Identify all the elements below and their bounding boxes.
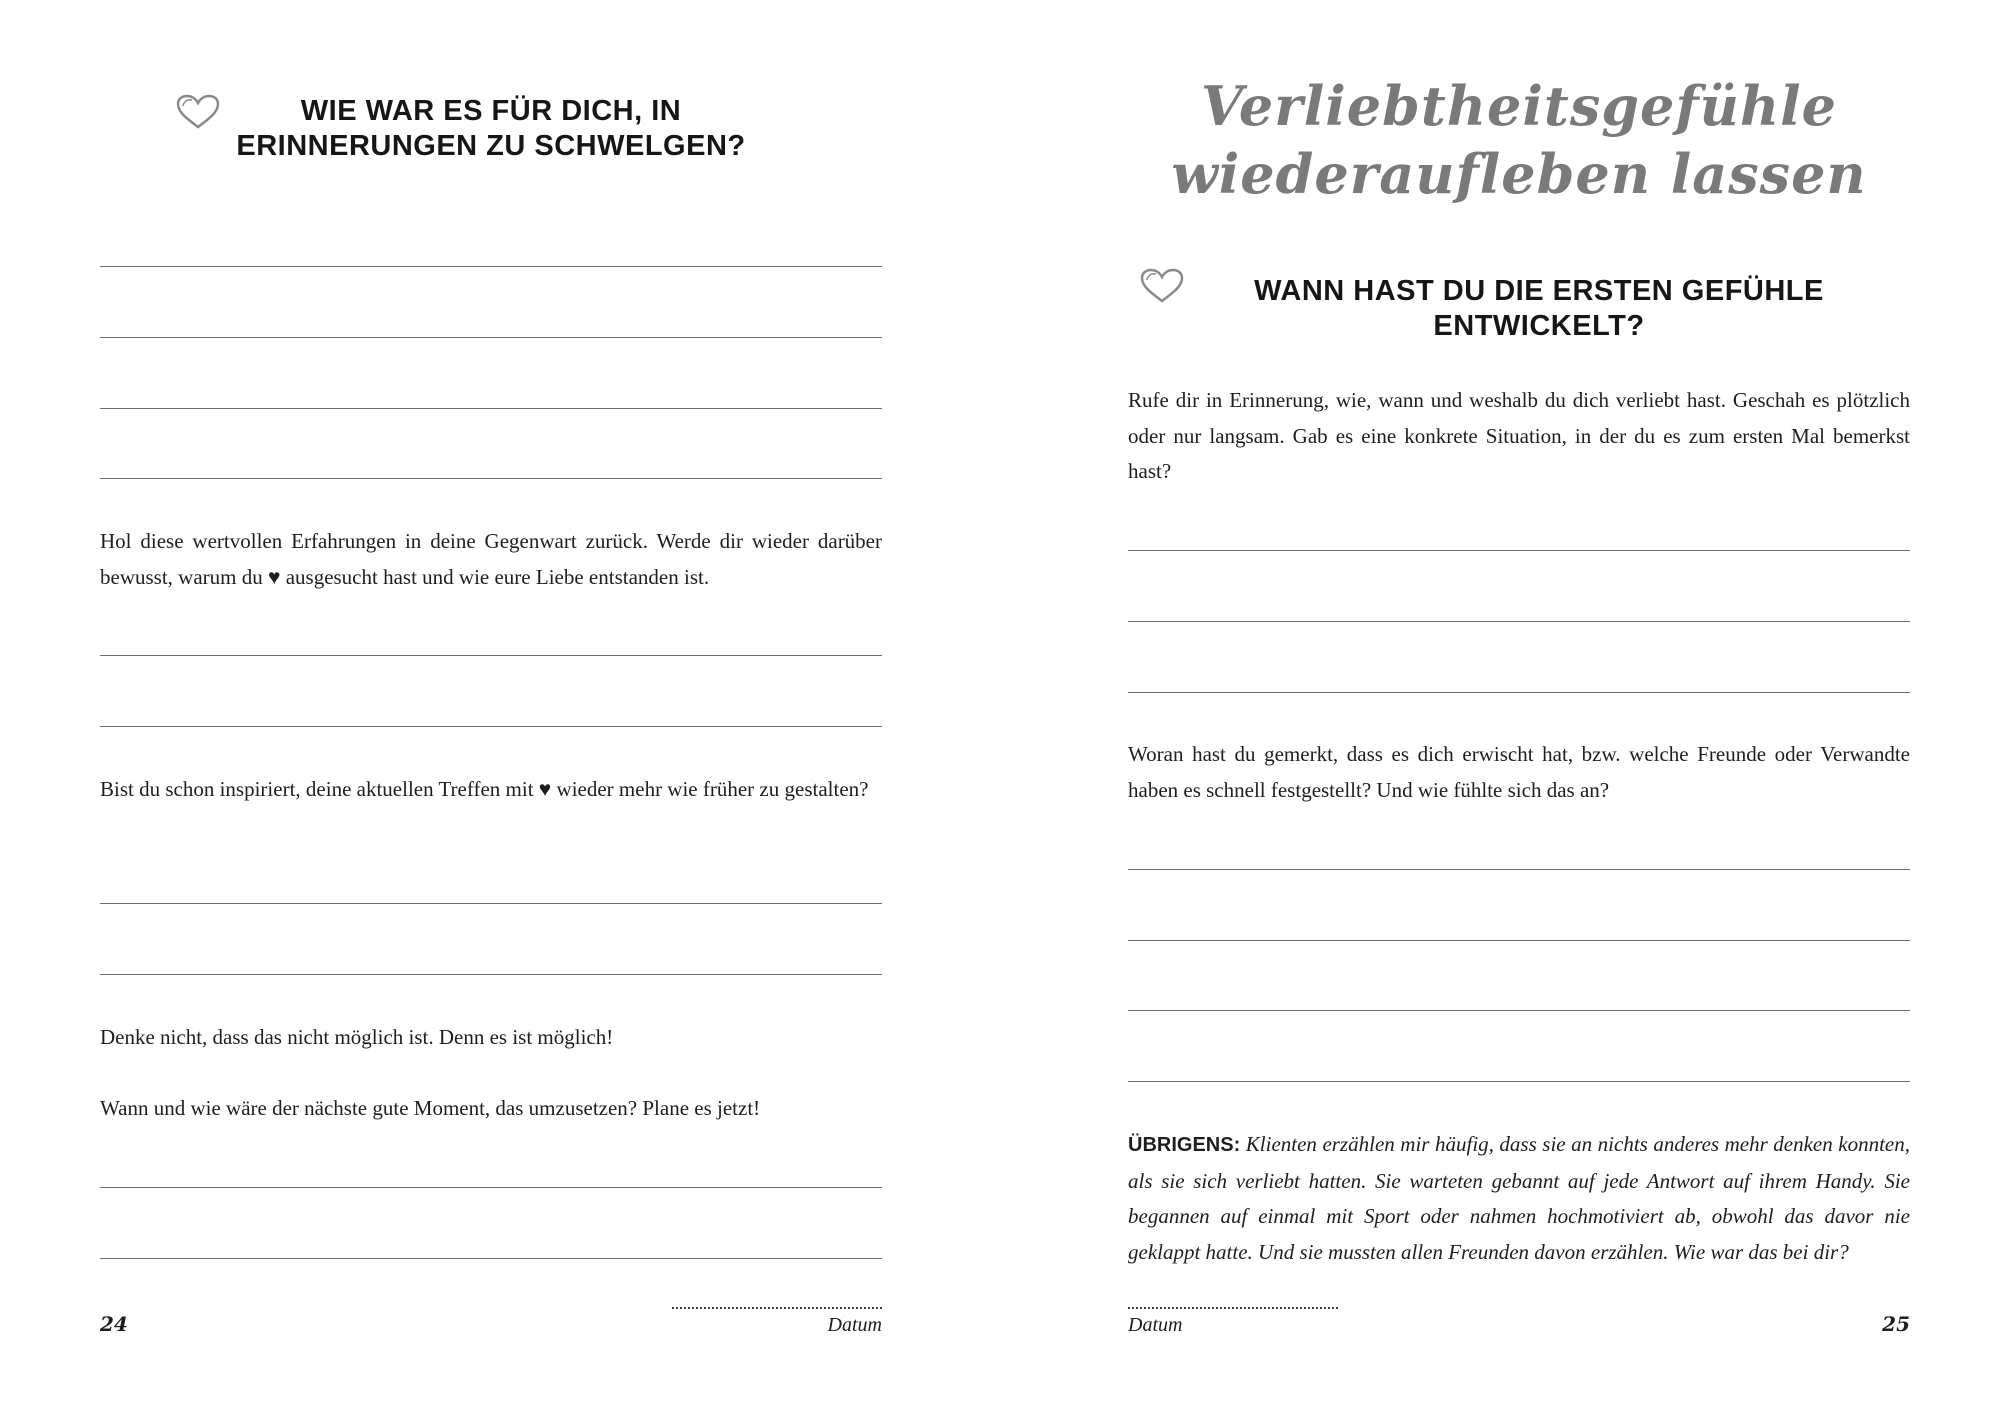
note-label: ÜBRIGENS: xyxy=(1128,1134,1241,1156)
writing-line[interactable] xyxy=(100,1187,882,1188)
writing-line[interactable] xyxy=(100,655,882,656)
date-field[interactable] xyxy=(1128,1307,1338,1309)
writing-line[interactable] xyxy=(100,1258,882,1259)
writing-line[interactable] xyxy=(1128,550,1910,551)
writing-line[interactable] xyxy=(100,974,882,975)
script-title xyxy=(1128,72,1910,208)
date-field[interactable] xyxy=(672,1307,882,1309)
writing-line[interactable] xyxy=(100,408,882,409)
heart-outline-icon xyxy=(174,94,222,130)
writing-line[interactable] xyxy=(1128,621,1910,622)
page-number: 25 xyxy=(1882,1312,1910,1336)
right-paragraph-1: Rufe dir in Erinnerung, wie, wann und weshalb du dich verliebt hast. Geschah es plötzlich oder nur langsam. Gab es eine konkrete Situation, in der du es zum ersten Mal bemerkst hast? xyxy=(1128,388,1910,483)
writing-line[interactable] xyxy=(100,903,882,904)
left-paragraph-1: Hol diese wertvollen Erfahrungen in deine Gegenwart zurück. Werde dir wieder darüber bewusst, warum du ♥ ausgesucht hast und wie eure Liebe entstanden ist. xyxy=(100,529,882,589)
left-paragraph-3: Denke nicht, dass das nicht möglich ist. Denn es ist möglich! xyxy=(100,1025,614,1049)
writing-line[interactable] xyxy=(1128,869,1910,870)
script-title-line-1: Verliebtheitsgefühle xyxy=(1200,74,1838,138)
date-label: Datum xyxy=(1128,1314,1183,1336)
left-page xyxy=(100,0,882,1411)
right-page xyxy=(1128,0,1910,1411)
writing-line[interactable] xyxy=(100,266,882,267)
script-title-line-2: wiederaufleben lassen xyxy=(1171,142,1867,206)
note-text: Klienten erzählen mir häufig, dass sie an nichts anderes mehr denken konnten, als sie sich verliebt hatten. Sie warteten gebannt auf jede Antwort auf ihrem Handy. Sie begannen auf einmal mit Sport oder nahmen hochmotiviert ab, obwohl das davor nie geklappt hatte. Und sie mussten allen Freunden davon erzählen. Wie war das bei dir? xyxy=(1128,1132,1911,1264)
left-heading-text: WIE WAR ES FÜR DICH, IN ERINNERUNGEN ZU SCHWELGEN? xyxy=(236,95,746,162)
writing-line[interactable] xyxy=(100,337,882,338)
writing-line[interactable] xyxy=(100,478,882,479)
page-number: 24 xyxy=(100,1312,128,1336)
writing-line[interactable] xyxy=(1128,940,1910,941)
note-box xyxy=(1128,1127,1910,1270)
date-label: Datum xyxy=(827,1314,882,1336)
writing-line[interactable] xyxy=(1128,1010,1910,1011)
left-paragraph-2: Bist du schon inspiriert, deine aktuellen Treffen mit ♥ wieder mehr wie früher zu gestalten? xyxy=(100,777,869,801)
writing-line[interactable] xyxy=(100,726,882,727)
right-heading xyxy=(1128,274,1910,344)
left-heading xyxy=(100,94,882,164)
writing-line[interactable] xyxy=(1128,1081,1910,1082)
left-paragraph-4: Wann und wie wäre der nächste gute Moment, das umzusetzen? Plane es jetzt! xyxy=(100,1096,761,1120)
heart-outline-icon xyxy=(1138,268,1186,304)
right-paragraph-2: Woran hast du gemerkt, dass es dich erwischt hat, bzw. welche Freunde oder Verwandte haben es schnell festgestellt? Und wie fühlte sich das an? xyxy=(1128,742,1910,802)
right-heading-text: WANN HAST DU DIE ERSTEN GEFÜHLE ENTWICKELT? xyxy=(1254,275,1824,342)
writing-line[interactable] xyxy=(1128,692,1910,693)
